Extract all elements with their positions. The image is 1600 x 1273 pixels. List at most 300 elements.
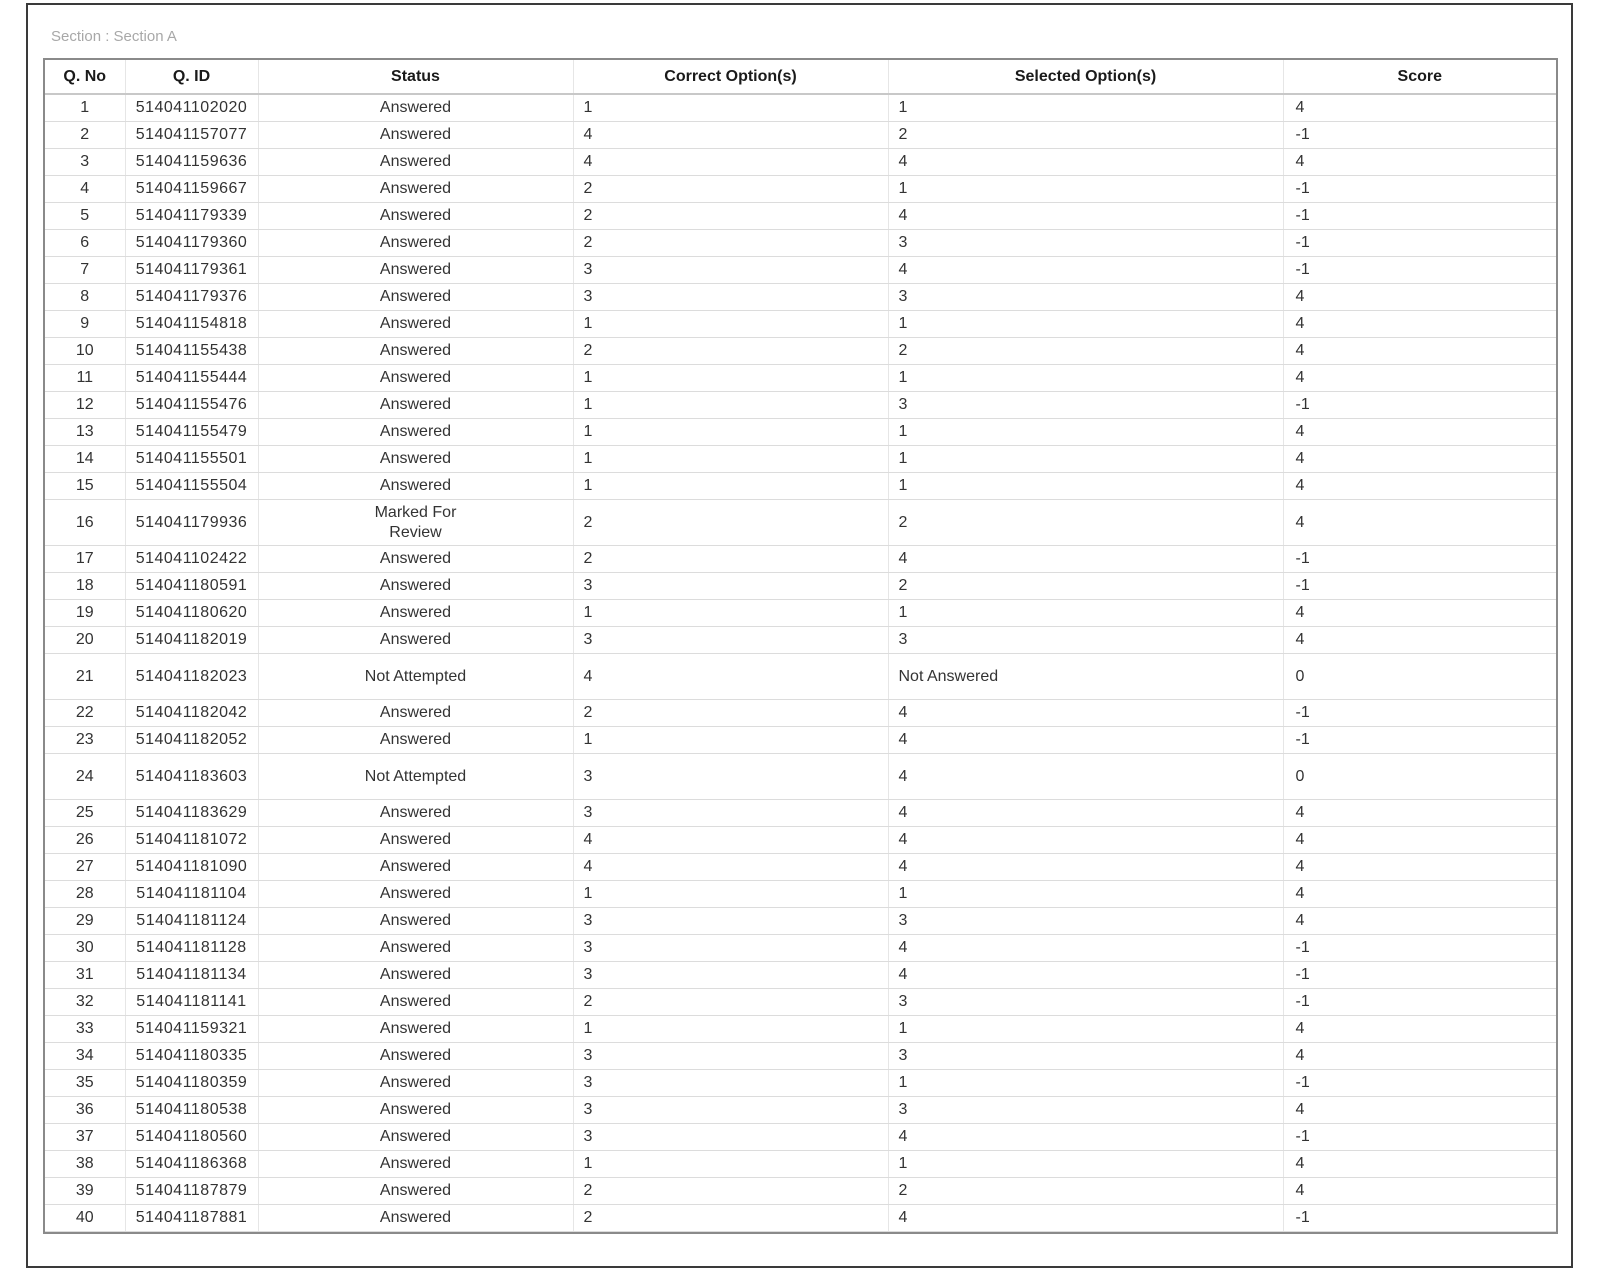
cell-selected-option: 3 — [888, 989, 1283, 1016]
status-text: Answered — [379, 477, 452, 494]
cell-correct-option: 1 — [573, 473, 888, 500]
cell-selected-option: 2 — [888, 338, 1283, 365]
cell-qno: 13 — [45, 419, 125, 446]
cell-qid: 514041155476 — [125, 392, 258, 419]
table-row — [45, 1151, 1556, 1178]
cell-selected-option: 4 — [888, 203, 1283, 230]
cell-qid: 514041179339 — [125, 203, 258, 230]
cell-qid: 514041187881 — [125, 1205, 258, 1232]
cell-qid: 514041102422 — [125, 546, 258, 573]
table-row — [45, 1097, 1556, 1124]
table-row — [45, 500, 1556, 546]
status-text: Answered — [379, 288, 452, 305]
cell-qno: 37 — [45, 1124, 125, 1151]
cell-selected-option: 4 — [888, 700, 1283, 727]
cell-score: -1 — [1283, 392, 1556, 419]
status-text: Answered — [379, 1182, 452, 1199]
cell-correct-option: 1 — [573, 881, 888, 908]
cell-qno: 24 — [45, 754, 125, 800]
cell-status — [258, 881, 573, 908]
cell-correct-option: 3 — [573, 257, 888, 284]
cell-qno: 30 — [45, 935, 125, 962]
cell-score: -1 — [1283, 1124, 1556, 1151]
header-correct-options: Correct Option(s) — [573, 60, 888, 94]
status-text: Answered — [379, 180, 452, 197]
cell-qid: 514041155504 — [125, 473, 258, 500]
cell-qno: 31 — [45, 962, 125, 989]
cell-correct-option: 4 — [573, 149, 888, 176]
cell-qid: 514041180335 — [125, 1043, 258, 1070]
cell-qid: 514041179936 — [125, 500, 258, 546]
table-row — [45, 419, 1556, 446]
cell-qid: 514041180538 — [125, 1097, 258, 1124]
cell-selected-option: 3 — [888, 1043, 1283, 1070]
table-row — [45, 700, 1556, 727]
cell-score: 4 — [1283, 338, 1556, 365]
table-row — [45, 654, 1556, 700]
cell-qid: 514041182019 — [125, 627, 258, 654]
cell-qno: 26 — [45, 827, 125, 854]
cell-selected-option: 3 — [888, 908, 1283, 935]
cell-score: -1 — [1283, 257, 1556, 284]
cell-correct-option: 1 — [573, 1016, 888, 1043]
cell-qno: 38 — [45, 1151, 125, 1178]
cell-selected-option: 1 — [888, 419, 1283, 446]
cell-status — [258, 176, 573, 203]
cell-qno: 11 — [45, 365, 125, 392]
table-row — [45, 627, 1556, 654]
cell-selected-option: 4 — [888, 546, 1283, 573]
table-row — [45, 1070, 1556, 1097]
cell-qno: 29 — [45, 908, 125, 935]
cell-status — [258, 122, 573, 149]
status-text: Answered — [379, 234, 452, 251]
cell-qno: 4 — [45, 176, 125, 203]
cell-score: 4 — [1283, 800, 1556, 827]
cell-qid: 514041182052 — [125, 727, 258, 754]
cell-selected-option: 1 — [888, 311, 1283, 338]
cell-status — [258, 500, 573, 546]
header-qid: Q. ID — [125, 60, 258, 94]
cell-selected-option: Not Answered — [888, 654, 1283, 700]
table-row — [45, 800, 1556, 827]
status-text: Answered — [379, 1155, 452, 1172]
cell-qid: 514041180359 — [125, 1070, 258, 1097]
cell-score: -1 — [1283, 700, 1556, 727]
cell-qno: 3 — [45, 149, 125, 176]
cell-correct-option: 2 — [573, 546, 888, 573]
status-text: Answered — [379, 1074, 452, 1091]
cell-qno: 34 — [45, 1043, 125, 1070]
table-row — [45, 1178, 1556, 1205]
table-row — [45, 284, 1556, 311]
status-text: Answered — [379, 423, 452, 440]
cell-qid: 514041154818 — [125, 311, 258, 338]
cell-qid: 514041159667 — [125, 176, 258, 203]
cell-qno: 6 — [45, 230, 125, 257]
cell-score: -1 — [1283, 573, 1556, 600]
cell-status — [258, 600, 573, 627]
cell-qno: 35 — [45, 1070, 125, 1097]
cell-selected-option: 2 — [888, 573, 1283, 600]
table-row — [45, 446, 1556, 473]
cell-selected-option: 4 — [888, 1124, 1283, 1151]
cell-status — [258, 203, 573, 230]
cell-correct-option: 3 — [573, 1043, 888, 1070]
table-row — [45, 473, 1556, 500]
cell-correct-option: 4 — [573, 654, 888, 700]
cell-qid: 514041155438 — [125, 338, 258, 365]
cell-status — [258, 1205, 573, 1232]
cell-correct-option: 1 — [573, 446, 888, 473]
cell-selected-option: 1 — [888, 600, 1283, 627]
cell-status — [258, 446, 573, 473]
table-row — [45, 827, 1556, 854]
cell-qid: 514041180591 — [125, 573, 258, 600]
cell-qid: 514041181090 — [125, 854, 258, 881]
cell-correct-option: 3 — [573, 573, 888, 600]
cell-correct-option: 3 — [573, 800, 888, 827]
table-row — [45, 935, 1556, 962]
cell-qno: 2 — [45, 122, 125, 149]
status-text: Answered — [379, 1128, 452, 1145]
cell-status — [258, 754, 573, 800]
cell-status — [258, 1070, 573, 1097]
cell-correct-option: 1 — [573, 1151, 888, 1178]
cell-score: 4 — [1283, 1178, 1556, 1205]
cell-correct-option: 2 — [573, 176, 888, 203]
header-status: Status — [258, 60, 573, 94]
status-text: Answered — [379, 450, 452, 467]
table-row — [45, 365, 1556, 392]
table-row — [45, 149, 1556, 176]
cell-status — [258, 1124, 573, 1151]
cell-score: 4 — [1283, 908, 1556, 935]
section-label: Section : Section A — [51, 28, 177, 45]
cell-correct-option: 2 — [573, 1178, 888, 1205]
cell-correct-option: 3 — [573, 935, 888, 962]
cell-qno: 15 — [45, 473, 125, 500]
cell-correct-option: 1 — [573, 311, 888, 338]
cell-selected-option: 3 — [888, 1097, 1283, 1124]
status-text: Answered — [379, 153, 452, 170]
cell-status — [258, 727, 573, 754]
cell-qno: 12 — [45, 392, 125, 419]
status-text: Answered — [379, 885, 452, 902]
cell-score: -1 — [1283, 1205, 1556, 1232]
cell-selected-option: 4 — [888, 149, 1283, 176]
status-text: Answered — [379, 804, 452, 821]
cell-score: 4 — [1283, 1151, 1556, 1178]
cell-score: -1 — [1283, 546, 1556, 573]
table-row — [45, 392, 1556, 419]
status-text: Answered — [379, 966, 452, 983]
cell-status — [258, 1178, 573, 1205]
cell-selected-option: 1 — [888, 446, 1283, 473]
table-body — [45, 94, 1556, 1232]
cell-score: 4 — [1283, 854, 1556, 881]
status-text: Answered — [379, 1020, 452, 1037]
cell-status — [258, 473, 573, 500]
cell-selected-option: 4 — [888, 962, 1283, 989]
status-text: Answered — [379, 207, 452, 224]
cell-status — [258, 627, 573, 654]
cell-qid: 514041186368 — [125, 1151, 258, 1178]
cell-correct-option: 2 — [573, 700, 888, 727]
cell-correct-option: 3 — [573, 1124, 888, 1151]
status-text: Answered — [379, 1101, 452, 1118]
cell-qid: 514041179360 — [125, 230, 258, 257]
cell-score: 0 — [1283, 654, 1556, 700]
status-text: Answered — [379, 577, 452, 594]
table-row — [45, 881, 1556, 908]
score-table-container — [43, 58, 1558, 1234]
cell-correct-option: 2 — [573, 989, 888, 1016]
cell-status — [258, 311, 573, 338]
cell-status — [258, 908, 573, 935]
score-table — [45, 60, 1556, 1232]
cell-selected-option: 1 — [888, 881, 1283, 908]
cell-status — [258, 800, 573, 827]
cell-selected-option: 4 — [888, 754, 1283, 800]
header-selected-options: Selected Option(s) — [888, 60, 1283, 94]
cell-correct-option: 1 — [573, 94, 888, 122]
cell-score: 4 — [1283, 284, 1556, 311]
cell-qno: 8 — [45, 284, 125, 311]
cell-qid: 514041183603 — [125, 754, 258, 800]
table-row — [45, 908, 1556, 935]
cell-score: -1 — [1283, 935, 1556, 962]
status-text: Answered — [379, 731, 452, 748]
cell-score: 4 — [1283, 881, 1556, 908]
status-text: Answered — [379, 993, 452, 1010]
cell-status — [258, 419, 573, 446]
cell-correct-option: 2 — [573, 1205, 888, 1232]
cell-selected-option: 1 — [888, 473, 1283, 500]
cell-qid: 514041181124 — [125, 908, 258, 935]
table-row — [45, 203, 1556, 230]
status-text: Marked For Review — [374, 503, 457, 541]
cell-qno: 10 — [45, 338, 125, 365]
cell-qno: 25 — [45, 800, 125, 827]
cell-qid: 514041182042 — [125, 700, 258, 727]
status-text: Answered — [379, 1209, 452, 1226]
cell-selected-option: 3 — [888, 392, 1283, 419]
cell-status — [258, 1043, 573, 1070]
cell-qno: 5 — [45, 203, 125, 230]
cell-score: 0 — [1283, 754, 1556, 800]
status-text: Answered — [379, 261, 452, 278]
cell-qno: 36 — [45, 1097, 125, 1124]
cell-score: -1 — [1283, 122, 1556, 149]
cell-selected-option: 1 — [888, 1151, 1283, 1178]
cell-score: 4 — [1283, 500, 1556, 546]
status-text: Answered — [379, 1047, 452, 1064]
status-text: Answered — [379, 912, 452, 929]
cell-selected-option: 4 — [888, 935, 1283, 962]
cell-selected-option: 4 — [888, 1205, 1283, 1232]
cell-correct-option: 2 — [573, 203, 888, 230]
cell-selected-option: 4 — [888, 854, 1283, 881]
table-row — [45, 311, 1556, 338]
status-text: Answered — [379, 369, 452, 386]
cell-selected-option: 2 — [888, 122, 1283, 149]
cell-qid: 514041179361 — [125, 257, 258, 284]
cell-status — [258, 257, 573, 284]
cell-status — [258, 392, 573, 419]
cell-qid: 514041183629 — [125, 800, 258, 827]
status-text: Answered — [379, 939, 452, 956]
cell-correct-option: 3 — [573, 962, 888, 989]
cell-status — [258, 546, 573, 573]
table-row — [45, 1205, 1556, 1232]
cell-qid: 514041181072 — [125, 827, 258, 854]
cell-score: 4 — [1283, 94, 1556, 122]
cell-correct-option: 1 — [573, 392, 888, 419]
cell-correct-option: 4 — [573, 122, 888, 149]
cell-score: 4 — [1283, 1016, 1556, 1043]
cell-status — [258, 1016, 573, 1043]
cell-score: -1 — [1283, 727, 1556, 754]
table-row — [45, 600, 1556, 627]
cell-status — [258, 338, 573, 365]
status-text: Answered — [379, 858, 452, 875]
cell-qno: 39 — [45, 1178, 125, 1205]
cell-qid: 514041180620 — [125, 600, 258, 627]
table-row — [45, 338, 1556, 365]
cell-qno: 9 — [45, 311, 125, 338]
status-text: Answered — [379, 396, 452, 413]
cell-correct-option: 3 — [573, 754, 888, 800]
cell-qid: 514041182023 — [125, 654, 258, 700]
cell-correct-option: 3 — [573, 1097, 888, 1124]
cell-selected-option: 1 — [888, 94, 1283, 122]
cell-score: 4 — [1283, 1097, 1556, 1124]
cell-qno: 28 — [45, 881, 125, 908]
table-row — [45, 573, 1556, 600]
cell-qid: 514041155479 — [125, 419, 258, 446]
table-row — [45, 94, 1556, 122]
cell-correct-option: 1 — [573, 600, 888, 627]
cell-correct-option: 4 — [573, 827, 888, 854]
cell-score: 4 — [1283, 311, 1556, 338]
cell-qno: 32 — [45, 989, 125, 1016]
status-text: Not Attempted — [364, 767, 467, 785]
cell-score: 4 — [1283, 365, 1556, 392]
cell-selected-option: 3 — [888, 284, 1283, 311]
table-row — [45, 176, 1556, 203]
cell-qno: 16 — [45, 500, 125, 546]
cell-qno: 21 — [45, 654, 125, 700]
cell-status — [258, 573, 573, 600]
cell-score: -1 — [1283, 962, 1556, 989]
cell-qid: 514041181141 — [125, 989, 258, 1016]
cell-selected-option: 2 — [888, 1178, 1283, 1205]
table-row — [45, 727, 1556, 754]
cell-qno: 20 — [45, 627, 125, 654]
cell-correct-option: 2 — [573, 338, 888, 365]
cell-score: 4 — [1283, 600, 1556, 627]
table-row — [45, 546, 1556, 573]
cell-score: 4 — [1283, 419, 1556, 446]
cell-qno: 1 — [45, 94, 125, 122]
cell-selected-option: 2 — [888, 500, 1283, 546]
cell-selected-option: 3 — [888, 230, 1283, 257]
cell-qid: 514041187879 — [125, 1178, 258, 1205]
table-row — [45, 962, 1556, 989]
cell-qid: 514041179376 — [125, 284, 258, 311]
table-row — [45, 230, 1556, 257]
cell-status — [258, 1151, 573, 1178]
cell-qno: 17 — [45, 546, 125, 573]
table-row — [45, 854, 1556, 881]
cell-qno: 7 — [45, 257, 125, 284]
cell-score: -1 — [1283, 203, 1556, 230]
cell-qno: 27 — [45, 854, 125, 881]
cell-selected-option: 4 — [888, 727, 1283, 754]
cell-qid: 514041155444 — [125, 365, 258, 392]
cell-qno: 19 — [45, 600, 125, 627]
table-row — [45, 754, 1556, 800]
status-text: Not Attempted — [364, 667, 467, 685]
status-text: Answered — [379, 99, 452, 116]
cell-correct-option: 3 — [573, 1070, 888, 1097]
cell-correct-option: 3 — [573, 627, 888, 654]
cell-selected-option: 4 — [888, 827, 1283, 854]
cell-selected-option: 1 — [888, 1016, 1283, 1043]
cell-qid: 514041157077 — [125, 122, 258, 149]
cell-qid: 514041159636 — [125, 149, 258, 176]
cell-correct-option: 1 — [573, 419, 888, 446]
header-qno: Q. No — [45, 60, 125, 94]
status-text: Answered — [379, 550, 452, 567]
cell-score: 4 — [1283, 627, 1556, 654]
cell-status — [258, 935, 573, 962]
cell-correct-option: 3 — [573, 908, 888, 935]
cell-qno: 40 — [45, 1205, 125, 1232]
cell-status — [258, 654, 573, 700]
status-text: Answered — [379, 631, 452, 648]
table-header-row — [45, 60, 1556, 94]
header-score: Score — [1283, 60, 1556, 94]
cell-status — [258, 854, 573, 881]
cell-status — [258, 962, 573, 989]
cell-qid: 514041102020 — [125, 94, 258, 122]
cell-qno: 14 — [45, 446, 125, 473]
cell-score: 4 — [1283, 473, 1556, 500]
cell-qno: 23 — [45, 727, 125, 754]
cell-correct-option: 1 — [573, 727, 888, 754]
cell-qid: 514041155501 — [125, 446, 258, 473]
cell-selected-option: 4 — [888, 800, 1283, 827]
table-row — [45, 989, 1556, 1016]
status-text: Answered — [379, 831, 452, 848]
cell-score: -1 — [1283, 1070, 1556, 1097]
cell-qno: 18 — [45, 573, 125, 600]
table-row — [45, 257, 1556, 284]
cell-qid: 514041181128 — [125, 935, 258, 962]
cell-score: -1 — [1283, 176, 1556, 203]
cell-score: -1 — [1283, 989, 1556, 1016]
table-row — [45, 1124, 1556, 1151]
cell-correct-option: 2 — [573, 500, 888, 546]
status-text: Answered — [379, 704, 452, 721]
cell-selected-option: 3 — [888, 627, 1283, 654]
cell-status — [258, 827, 573, 854]
cell-status — [258, 989, 573, 1016]
cell-qno: 33 — [45, 1016, 125, 1043]
status-text: Answered — [379, 342, 452, 359]
